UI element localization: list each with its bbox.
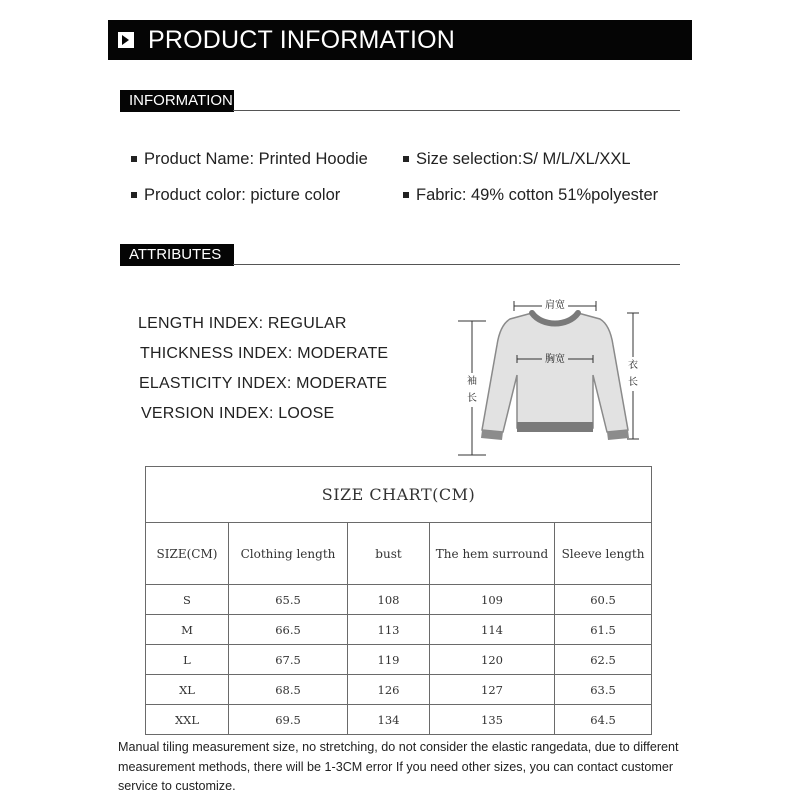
table-cell: 135 [430, 705, 555, 735]
square-bullet-icon [131, 192, 137, 198]
info-item-product-color: Product color: picture color [131, 186, 340, 205]
info-item-product-name: Product Name: Printed Hoodie [131, 150, 368, 169]
attributes-heading: ATTRIBUTES [120, 244, 234, 266]
column-header: Clothing length [229, 523, 348, 585]
table-row [146, 615, 652, 645]
column-header: bust [348, 523, 430, 585]
page-title: PRODUCT INFORMATION [148, 26, 456, 54]
table-cell: 109 [430, 585, 555, 615]
table-cell: 68.5 [229, 675, 348, 705]
table-cell: XL [146, 675, 229, 705]
table-cell: 127 [430, 675, 555, 705]
attribute-version-index: VERSION INDEX: LOOSE [141, 405, 335, 422]
shoulder-width-label: 肩宽 [545, 300, 565, 311]
chest-width-label: 胸宽 [545, 354, 565, 365]
table-row [146, 675, 652, 705]
chevron-right-icon [118, 32, 134, 48]
attribute-length-index: LENGTH INDEX: REGULAR [138, 315, 347, 332]
collar-rib [532, 313, 578, 324]
measurement-note: Manual tiling measurement size, no stretching, do not consider the elastic rangedata, due to different measurement methods, there will be 1-3CM error If you need other sizes, you can contact customer service to customize. [118, 740, 679, 793]
table-cell: 64.5 [555, 705, 652, 735]
square-bullet-icon [403, 192, 409, 198]
table-cell: 134 [348, 705, 430, 735]
sleeve-length-label-2: 长 [467, 393, 477, 404]
table-cell: 65.5 [229, 585, 348, 615]
table-cell: 67.5 [229, 645, 348, 675]
table-cell: 60.5 [555, 585, 652, 615]
attributes-divider [233, 264, 680, 265]
size-chart-caption: SIZE CHART(CM) [146, 467, 652, 523]
size-chart-table [145, 466, 652, 735]
table-row [146, 645, 652, 675]
table-cell: XXL [146, 705, 229, 735]
table-cell: 69.5 [229, 705, 348, 735]
table-cell: 108 [348, 585, 430, 615]
information-divider [233, 110, 680, 111]
table-cell: S [146, 585, 229, 615]
info-item-size-selection: Size selection:S/ M/L/XL/XXL [403, 150, 631, 169]
hem-rib [517, 422, 593, 432]
table-cell: L [146, 645, 229, 675]
table-cell: 61.5 [555, 615, 652, 645]
column-header: Sleeve length [555, 523, 652, 585]
square-bullet-icon [131, 156, 137, 162]
attribute-thickness-index: THICKNESS INDEX: MODERATE [140, 345, 389, 362]
square-bullet-icon [403, 156, 409, 162]
sweatshirt-illustration [482, 313, 628, 432]
table-cell: 120 [430, 645, 555, 675]
table-header-row [146, 523, 652, 585]
hoodie-measurement-diagram [450, 285, 650, 465]
sleeve-length-label-1: 袖 [467, 376, 477, 387]
table-cell: 114 [430, 615, 555, 645]
table-row [146, 705, 652, 735]
table-cell: 126 [348, 675, 430, 705]
table-cell: M [146, 615, 229, 645]
attribute-elasticity-index: ELASTICITY INDEX: MODERATE [139, 375, 388, 392]
information-heading: INFORMATION [120, 90, 234, 112]
table-row [146, 585, 652, 615]
table-cell: 63.5 [555, 675, 652, 705]
body-length-label-1: 衣 [628, 360, 638, 371]
table-cell: 62.5 [555, 645, 652, 675]
body-length-label-2: 长 [628, 377, 638, 388]
column-header: SIZE(CM) [146, 523, 229, 585]
table-cell: 66.5 [229, 615, 348, 645]
table-cell: 119 [348, 645, 430, 675]
column-header: The hem surround [430, 523, 555, 585]
table-cell: 113 [348, 615, 430, 645]
info-item-fabric: Fabric: 49% cotton 51%polyester [403, 186, 658, 205]
